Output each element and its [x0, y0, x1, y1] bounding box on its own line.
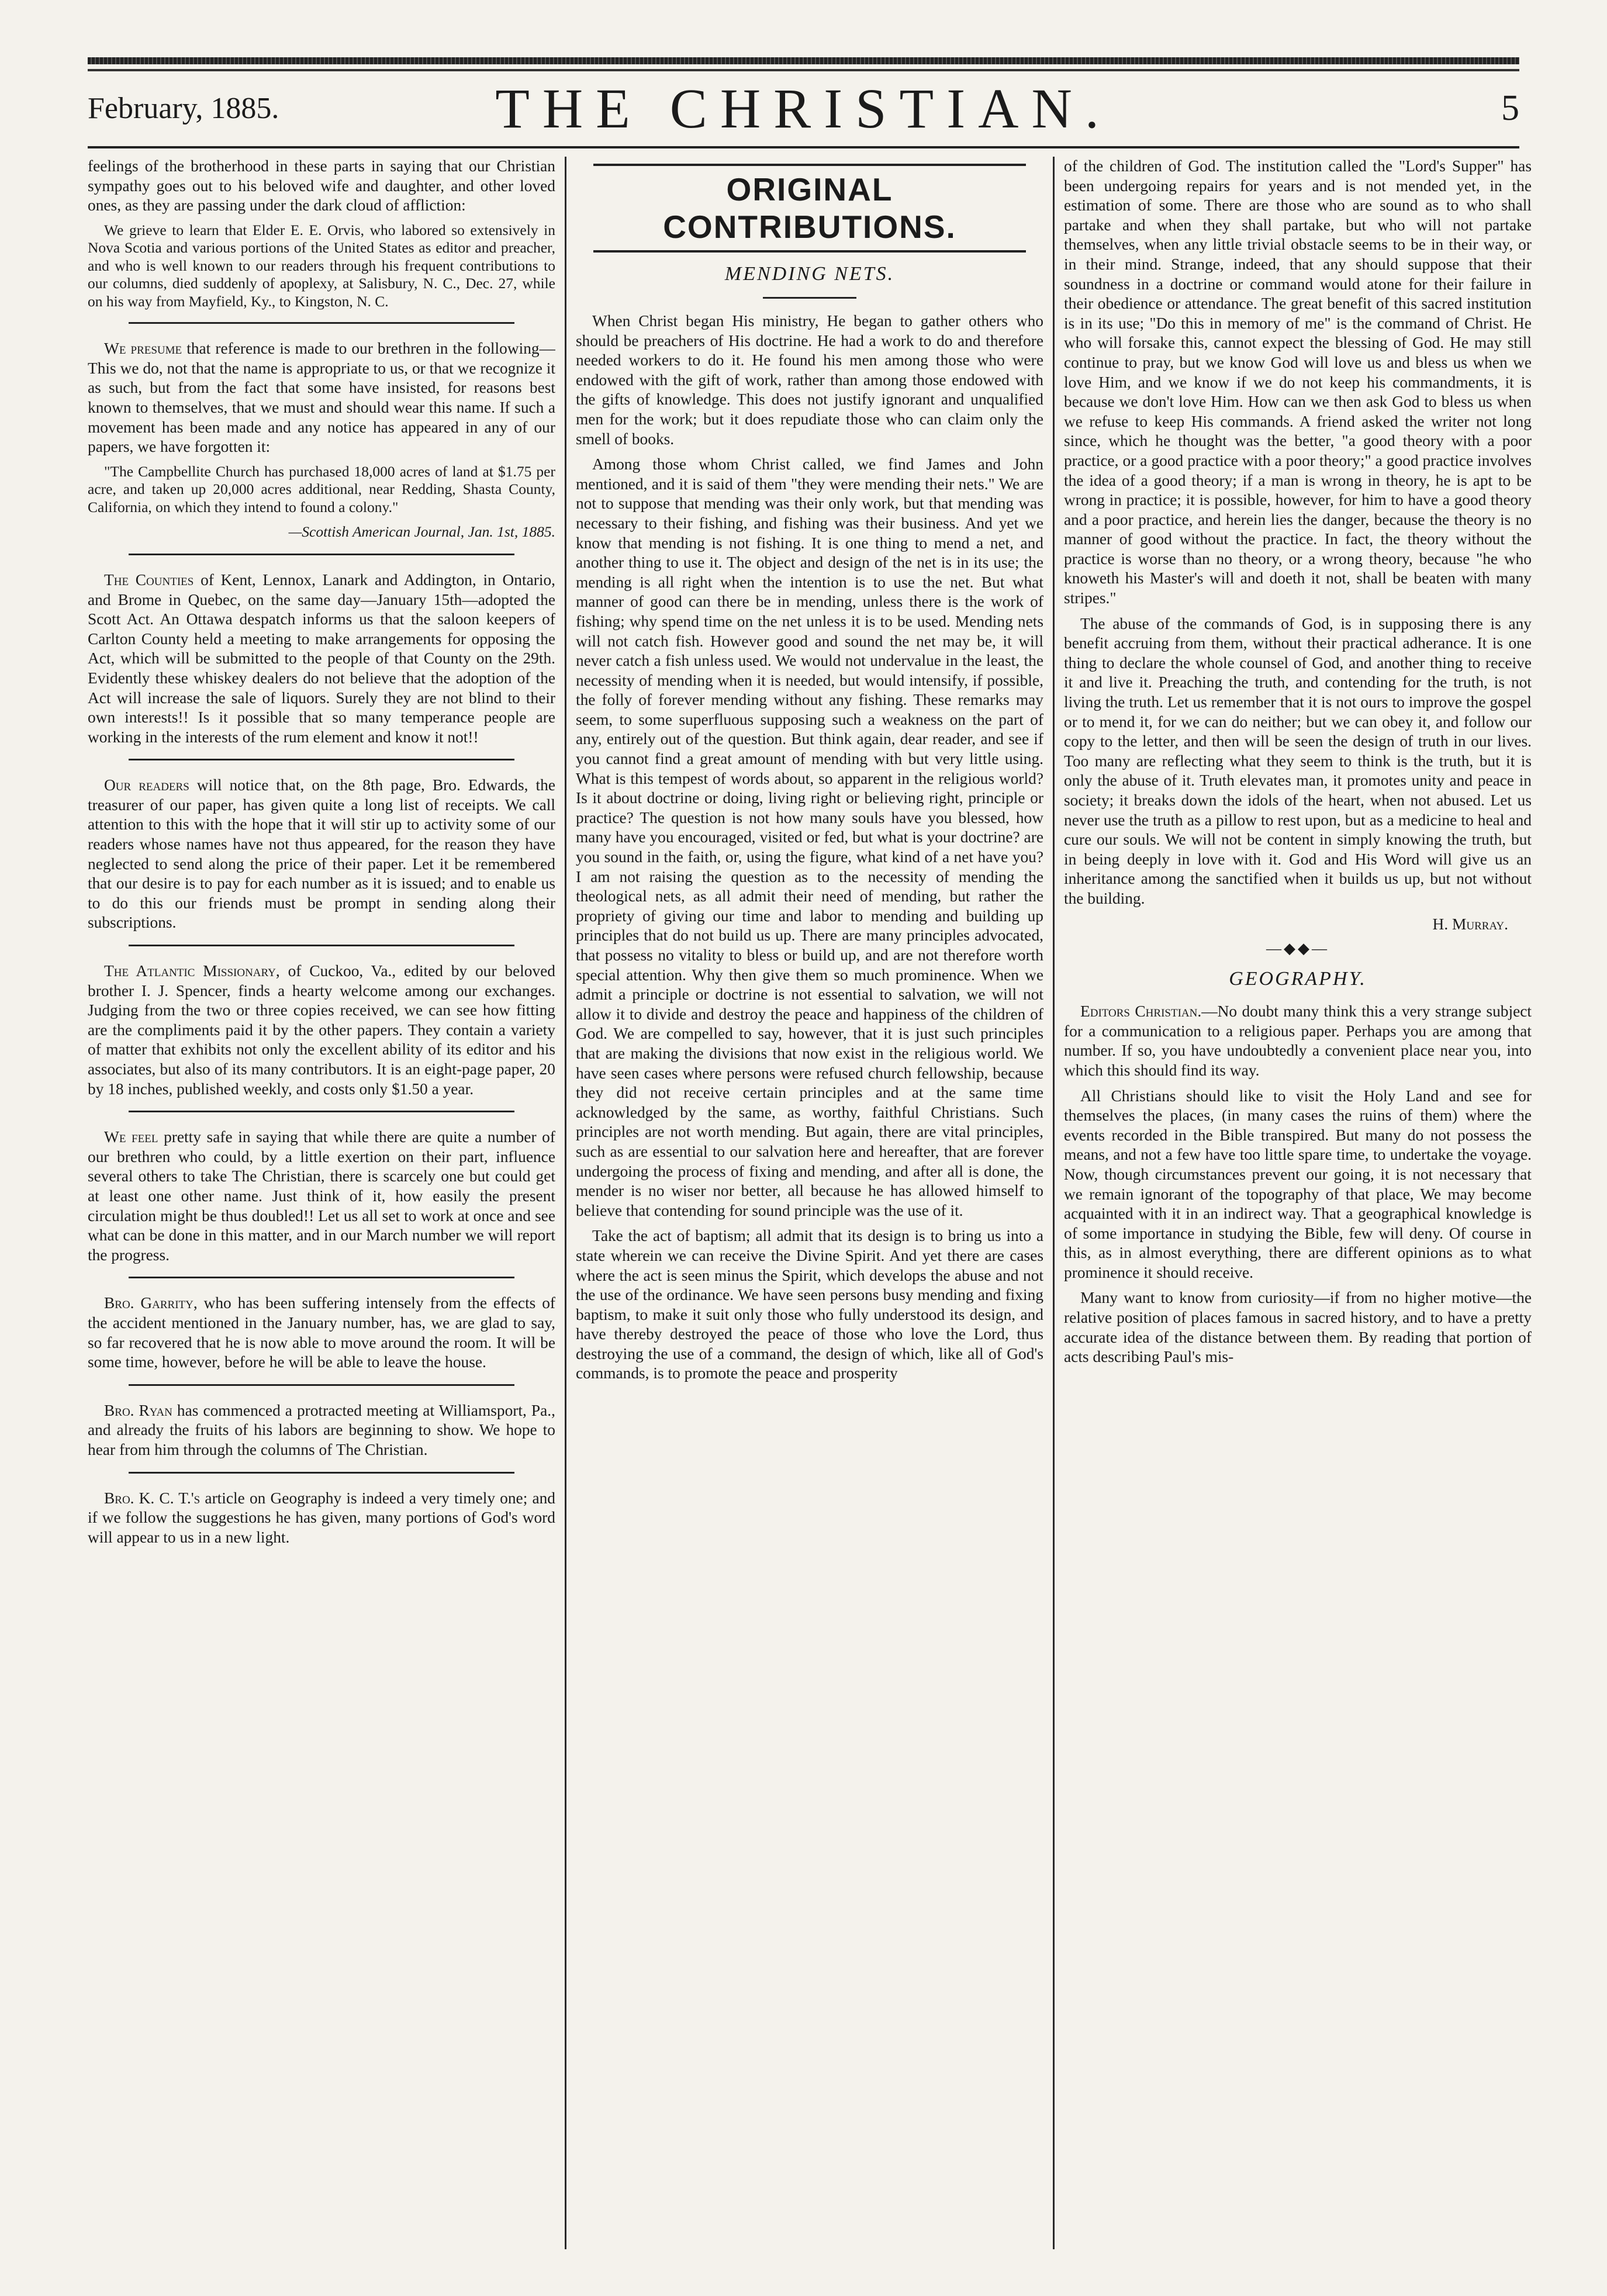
note-atlantic: [88, 962, 555, 1099]
masthead: [88, 76, 1519, 140]
article-paragraph: All Christians should like to visit the Holy Land and see for themselves the places, (in many cases the ruins of them) where the events recorded in the Bible transpired. But many do not possess the means, and not a few have too little spare time, to undertake the voyage. Now, though circumstances prevent our going, it is not necessary that we remain ignorant of the topography of that place, We may become acquainted with it in an indirect way. That a geographical knowledge is of some importance in studying the Bible, few will deny. Of course in this, as in almost everything, there are different opinions as to what prominence it should receive.: [1064, 1087, 1532, 1281]
section-separator: [129, 554, 514, 555]
article-paragraph: Among those whom Christ called, we find James and John mentioned, and it is said of them "they were mending their nets." We are not to suppose that mending was their only work, but that mending was necessary to their fishing, and fishing was their business. And yet we know that mending is not fishing. It is one thing to mend a net, and another thing to use it. The object and design of the net is in its use; the mending is all right when the intention is to use the net. But what manner of good can there be in mending, unless there is the work of fishing; why spend time on the net unless it is to be used. Mending nets will not catch fish. However good and sound the net may be, it will never catch a fish unless used. We would not undervalue in the least, the necessity of mending when it is needed, but would intensify, if possible, the folly of forever mending without any fishing. These remarks may seem, to some superfluous supposing such a weakness on the part of any, entirely out of the question. But think again, dear reader, and see if you cannot find a great amount of mending with but very little using. What is this tempest of words about, so apparent in the religious world? Is it about doctrine or doing, living right or believing right, principle or practice? The question is not how many souls have you blessed, how many have you encouraged, visited or fed, but what is your doctrine? are you sound in the faith, or, using the figure, what kind of a net have you? I am not raising the question as to the necessity of mending the theological nets, as all admit their need of mending, but rather the propriety of giving our time and labor to mending and building up principles that do not build us up. There are many principles advocated, that possess no vitality to bless or build up, and are not therefore worth special attention. Why then give them so much prominence. When we admit a principle or doctrine is not essential to salvation, we will not allow it to divide and destroy the peace and happiness of the children of God. We are compelled to say, however, that it is just such principles that are making the divisions that now exist in the religious world. We have seen cases where persons were refused church fellowship, because they did not receive certain principles and at the same time acknowledged by the same, as worthy, faithful Christians. Such principles are not worth mending. But again, there are vital principles, such as are essential to our salvation here and hereafter, that are forever undergoing the process of fixing and mending, and after all is done, the mender is no wiser nor better, all because he has allowed himself to believe that contending for sound principle was the use of it.: [576, 455, 1043, 1219]
article-paragraph: When Christ began His ministry, He began to gather others who should be preachers of His doctrine. He had a work to do and therefore needed workers to do it. He found his men among those who were endowed with the gift of work, rather than among those endowed with the gifts of knowledge. This does not justify ignorant and unqualified men for the work; but it does repudiate those who can claim only the smell of books.: [576, 312, 1043, 448]
section-separator: [129, 322, 514, 324]
article-paragraph: We grieve to learn that Elder E. E. Orvis, who labored so extensively in Nova Scotia and various portions of the United States as editor and preacher, and who is well known to our readers through his frequent contributions to our columns, died suddenly of apoplexy, at Salisbury, N. C., Dec. 27, while on his way from Mayfield, Ky., to Kingston, N. C.: [88, 221, 555, 310]
article-paragraph: The abuse of the commands of God, is in supposing there is any benefit accruing from them, without their practical adherance. It is one thing to declare the whole counsel of God, and another thing to receive it and live it. Preaching the truth, and contending for the truth, is not living the truth. Let us remember that it is not ours to improve the gospel or to mend it, for we can do neither; but we can obey it, and follow our copy to the letter, and then will be seen the design of truth in our lives. Too many are reflecting what they seem to think is the truth, but it is only the abuse of it. Truth elevates man, it promotes unity and peace in society; it breaks down the idols of the heart, when not abused. Let us never use the truth as a pillow to rest upon, but as a medicine to heal and cure our souls. We will not be content in simply knowing the truth, but in being deeply in love with it. God and His Word will give us an inheritance among the sanctified when it builds us up, but not without the building.: [1064, 614, 1532, 907]
masthead-rule: [88, 146, 1519, 148]
note-body: article on Geography is indeed a very timely one; and if we follow the suggestions he has given, many portions of God's word will appear to us in a new light.: [88, 1489, 555, 1546]
page-number: 5: [1501, 88, 1519, 128]
section-separator: [129, 1384, 514, 1386]
quote-source: —Scottish American Journal, Jan. 1st, 1885.: [288, 523, 555, 541]
section-separator: [129, 1111, 514, 1112]
note-body: pretty safe in saying that while there are quite a number of our brethren who could, by a little exertion on their part, influence several others to take The Christian, there is scarcely one but could get at least one other name. Just think of it, how easily the present circulation might be thus doubled!! Let us all set to work at once and see what can be done in this matter, and in our March number we will report the progress.: [88, 1128, 555, 1264]
note-lead: Bro. Garrity,: [104, 1294, 198, 1312]
column-divider: [565, 157, 566, 2249]
note-body: who has been suffering intensely from the effects of the accident mentioned in the January number, has, we are glad to say, so far recovered that he is now able to move around the room. It will be some time, however, before he will be able to leave the house.: [88, 1294, 555, 1371]
section-banner: ORIGINAL CONTRIBUTIONS.: [593, 164, 1026, 253]
note-lead: Our readers: [104, 776, 189, 794]
note-body: of Cuckoo, Va., edited by our beloved brother I. J. Spencer, finds a hearty welcome among our exchanges. Judging from the two or three copies received, we can see how fitting are the compliments paid it by the other papers. They contain a variety of matter that exhibits not only the excellent ability of its editor and his associates, but also of its many contributors. It is an eight-page paper, 20 by 18 inches, published weekly, and costs only $1.50 a year.: [88, 962, 555, 1098]
note-body: of Kent, Lennox, Lanark and Addington, in Ontario, and Brome in Quebec, on the same day—January 15th—adopted the Scott Act. An Ottawa despatch informs us that the saloon keepers of Carlton County held a meeting to make arrangements for opposing the Act, which will be submitted to the people of that County on the 29th. Evidently these whiskey dealers do not believe that the adoption of the Act will increase the sale of liquors. Surely they are not blind to their own interests!! Is it possible that so many temperance people are working in the interests of the rum element and know it not!!: [88, 570, 555, 746]
note-lead: The Counties: [104, 570, 194, 589]
note-body: will notice that, on the 8th page, Bro. Edwards, the treasurer of our paper, has given quite a long list of receipts. We call attention to this with the hope that it will stir up to activity some of our readers whose names have not thus appeared, for the reason they have neglected to send along the price of their paper. Let it be remembered that our desire is to pay for each number as it is issued; and to enable us to do this our friends must be prompt in sending along their subscriptions.: [88, 776, 555, 932]
signature-text: H. Murray.: [1432, 915, 1508, 933]
note-readers: [88, 776, 555, 933]
note-feel: [88, 1128, 555, 1265]
note-lead: The Atlantic Missionary,: [104, 962, 280, 980]
section-separator: [129, 1472, 514, 1474]
ornament-divider: —◆◆—: [1266, 940, 1329, 957]
note-presume: [88, 339, 555, 457]
article-paragraph: of the children of God. The institution called the "Lord's Supper" has been undergoing repairs for years and is not mended yet, in the estimation of some. There are those who are sound as to who shall partake and when they shall partake, but who will not partake themselves, when any little trivial obstacle seems to be in their way, or in their mind. Strange, indeed, that any should suppose that their soundness in a doctrine or command would atone for their failure in their obedience or attendance. The great benefit of this sacred institution is in its use; "Do this in memory of me" is the command of Christ. He who will forsake this, cannot expect the blessing of God. He may still continue to pray, but we know God will love us and bless us when we love Him, and we know if we do not keep his commandments, it is because we don't love Him. How can we then ask God to bless us when we refuse to keep His commands. A friend asked the writer not long since, which he thought was the better, "a good theory with a poor practice, or a good practice with a poor theory;" a good practice involves the idea of a good theory; if a man is wrong in theory, he is apt to be wrong in practice; it is possible, however, for him to have a good theory and a poor practice, and herein lies the danger, because the theory is no manner of good without the practice. In fact, the theory without the practice is worse than no theory, or a wrong theory, because "he who knoweth his Master's will and doeth it not, shall be beaten with many stripes.": [1064, 157, 1532, 607]
note-lead: We presume: [104, 340, 182, 358]
article-heading: GEOGRAPHY.: [1229, 968, 1367, 990]
note-body: that reference is made to our brethren in the following—This we do, not that the name is appropriate to us, or that we recognize it as such, but from the fact that some have insisted, for reasons best known to themselves, that we must and should wear this name. If such a movement has been made and any notice has appeared in any of our papers, we have forgotten it:: [88, 340, 555, 456]
top-rule: [88, 69, 1519, 71]
note-body: has commenced a protracted meeting at Williamsport, Pa., and already the fruits of his labors are beginning to show. We hope to hear from him through the columns of The Christian.: [88, 1401, 555, 1458]
article-paragraph: [1064, 1002, 1532, 1080]
section-separator: [129, 759, 514, 760]
salutation: Editors Christian.: [1080, 1002, 1202, 1021]
column-original-contributions: [576, 157, 1043, 2249]
note-ryan: [88, 1401, 555, 1460]
article-paragraph: feelings of the brotherhood in these parts in saying that our Christian sympathy goes out to his beloved wife and daughter, and other loved ones, as they are passing under the dark cloud of affliction:: [88, 157, 555, 215]
issue-date: February, 1885.: [88, 92, 279, 125]
note-lead: We feel: [104, 1128, 158, 1146]
column-editorial-notes: [88, 157, 555, 2249]
note-counties: [88, 570, 555, 747]
article-paragraph: Take the act of baptism; all admit that its design is to bring us into a state wherein we can receive the Divine Spirit. And yet there are cases where the act is seen minus the Spirit, which develops the abuse and not the use of the ordinance. We have seen persons busy mending and fixing baptism, to make it suit only those who fully understood its design, and have thereby destroyed the peace of those who love the Lord, thus destroying the use of a command, the design of which, like all of God's commands, is to promote the peace and prosperity: [576, 1227, 1043, 1382]
note-lead: Bro. K. C. T.'s: [104, 1489, 201, 1507]
column-divider: [1053, 157, 1055, 2249]
note-garrity: [88, 1294, 555, 1372]
top-ornamental-rule: [88, 57, 1519, 64]
newspaper-title: THE CHRISTIAN.: [495, 77, 1112, 140]
section-separator: [129, 1277, 514, 1278]
article-heading: MENDING NETS.: [724, 263, 895, 285]
section-separator: [129, 945, 514, 946]
article-paragraph: Many want to know from curiosity—if from no higher motive—the relative position of places famous in sacred history, and to have a pretty accurate idea of the distance between them. By reading that portion of acts describing Paul's mis-: [1064, 1289, 1532, 1366]
paragraph-text: —No doubt many think this a very strange subject for a communication to a religious paper. Perhaps you are among that number. If so, you have undoubtedly a convenient place near you, into which this should find its way.: [1064, 1002, 1532, 1079]
note-lead: Bro. Ryan: [104, 1401, 172, 1419]
note-kct: [88, 1489, 555, 1548]
quoted-item: "The Campbellite Church has purchased 18,000 acres of land at $1.75 per acre, and taken up 20,000 acres additional, near Redding, Shasta County, California, on which they intend to found a colony.": [88, 462, 555, 516]
author-signature: [1064, 915, 1532, 935]
column-continued: [1064, 157, 1532, 2249]
heading-rule: [763, 297, 856, 299]
